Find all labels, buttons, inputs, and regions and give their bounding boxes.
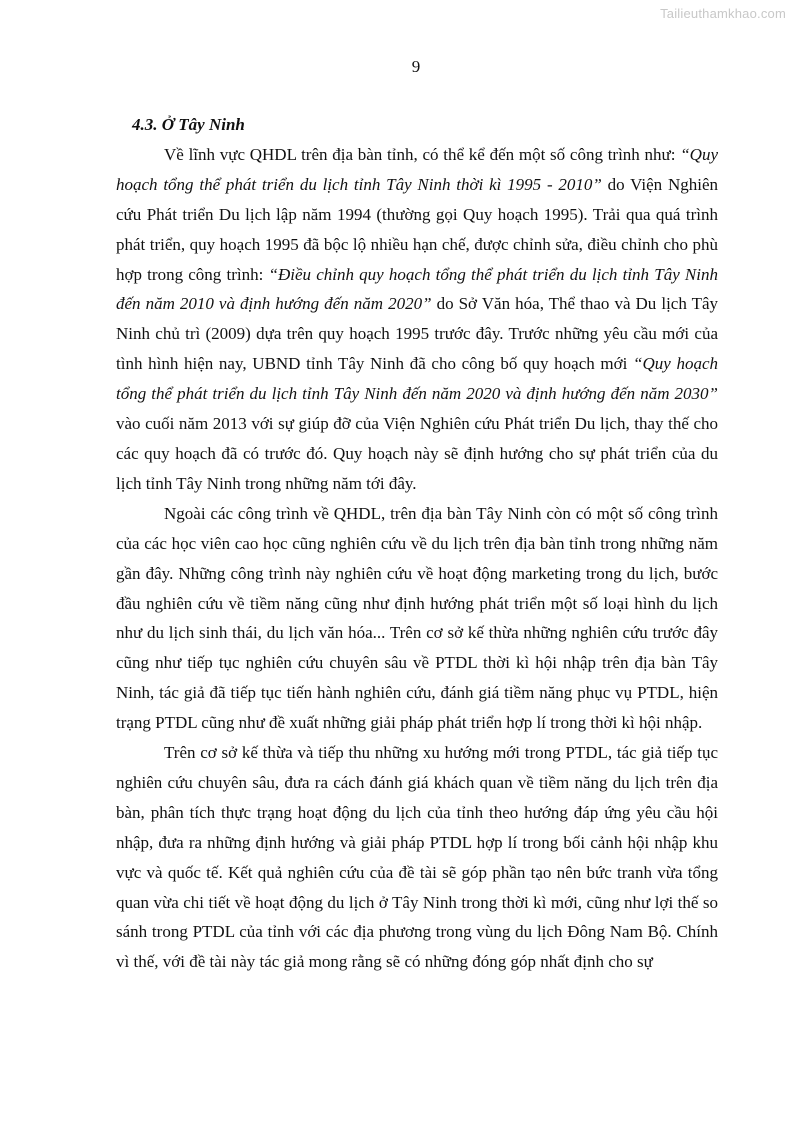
- section-heading: 4.3. Ở Tây Ninh: [132, 115, 245, 134]
- plan-title-2020-2030: “Quy hoạch tổng thể phát triển du lịch tỉnh Tây Ninh đến năm 2020 và định hướng đến năm 2030”: [116, 354, 719, 404]
- plan-title-1995-2010: “Quy hoạch tổng thể phát triển du lịch tỉnh Tây Ninh thời kì 1995 - 2010”: [116, 144, 718, 194]
- paragraph-1-text-2: do Viện Nghiên cứu Phát triển Du lịch lập năm 1994 (thường gọi Quy hoạch 1995). Trải qua quá trình phát triển, quy hoạch 1995 đã bộc lộ nhiều hạn chế, được chỉnh sửa, điều chỉnh cho phù hợp trong công trình:: [116, 174, 718, 284]
- paragraph-1-text-1: Về lĩnh vực QHDL trên địa bàn tỉnh, có thể kể đến một số công trình như:: [164, 144, 681, 164]
- page-number: 9: [411, 57, 421, 76]
- document-body: [116, 110, 718, 977]
- paragraph-1: [116, 140, 718, 499]
- plan-title-adjusted-2010-2020: “Điều chỉnh quy hoạch tổng thể phát triển du lịch tỉnh Tây Ninh đến năm 2010 và định hướng đến năm 2020”: [116, 264, 718, 314]
- watermark: Tailieuthamkhao.com: [660, 6, 786, 21]
- paragraph-1-text-3: do Sở Văn hóa, Thể thao và Du lịch Tây Ninh chủ trì (2009) dựa trên quy hoạch 1995 trước đây. Trước những yêu cầu mới của tình hình hiện nay, UBND tỉnh Tây Ninh đã cho công bố quy hoạch mới: [116, 294, 718, 374]
- paragraph-2: Ngoài các công trình về QHDL, trên địa bàn Tây Ninh còn có một số công trình của các học viên cao học cũng nghiên cứu về du lịch trên địa bàn tỉnh trong những năm gần đây. Những công trình này nghiên cứu về hoạt động marketing trong du lịch, bước đầu nghiên cứu về tiềm năng cũng như định hướng phát triển một số loại hình du lịch như du lịch sinh thái, du lịch văn hóa... Trên cơ sở kế thừa những nghiên cứu trước đây cũng như tiếp tục nghiên cứu chuyên sâu về PTDL thời kì hội nhập trên địa bàn Tây Ninh, tác giả đã tiếp tục tiến hành nghiên cứu, đánh giá tiềm năng phục vụ PTDL, hiện trạng PTDL cũng như đề xuất những giải pháp phát triển hợp lí trong thời kì hội nhập.: [116, 503, 718, 733]
- paragraph-1-text-4: vào cuối năm 2013 với sự giúp đỡ của Viện Nghiên cứu Phát triển Du lịch, thay thế cho các quy hoạch đã có trước đó. Quy hoạch này sẽ định hướng cho sự phát triển của du lịch tỉnh Tây Ninh trong những năm tới đây.: [116, 414, 718, 493]
- paragraph-3: Trên cơ sở kế thừa và tiếp thu những xu hướng mới trong PTDL, tác giả tiếp tục nghiên cứu chuyên sâu, đưa ra cách đánh giá khách quan về tiềm năng du lịch trên địa bàn, phân tích thực trạng hoạt động du lịch của tỉnh theo hướng đáp ứng yêu cầu hội nhập, đưa ra những định hướng và giải pháp PTDL hợp lí trong bối cảnh hội nhập khu vực và quốc tế. Kết quả nghiên cứu của đề tài sẽ góp phần tạo nên bức tranh vừa tổng quan vừa chi tiết về hoạt động du lịch ở Tây Ninh trong thời kì mới, cũng như lợi thế so sánh trong PTDL của tỉnh với các địa phương trong vùng du lịch Đông Nam Bộ. Chính vì thế, với đề tài này tác giả mong rằng sẽ có những đóng góp nhất định cho sự: [116, 743, 718, 972]
